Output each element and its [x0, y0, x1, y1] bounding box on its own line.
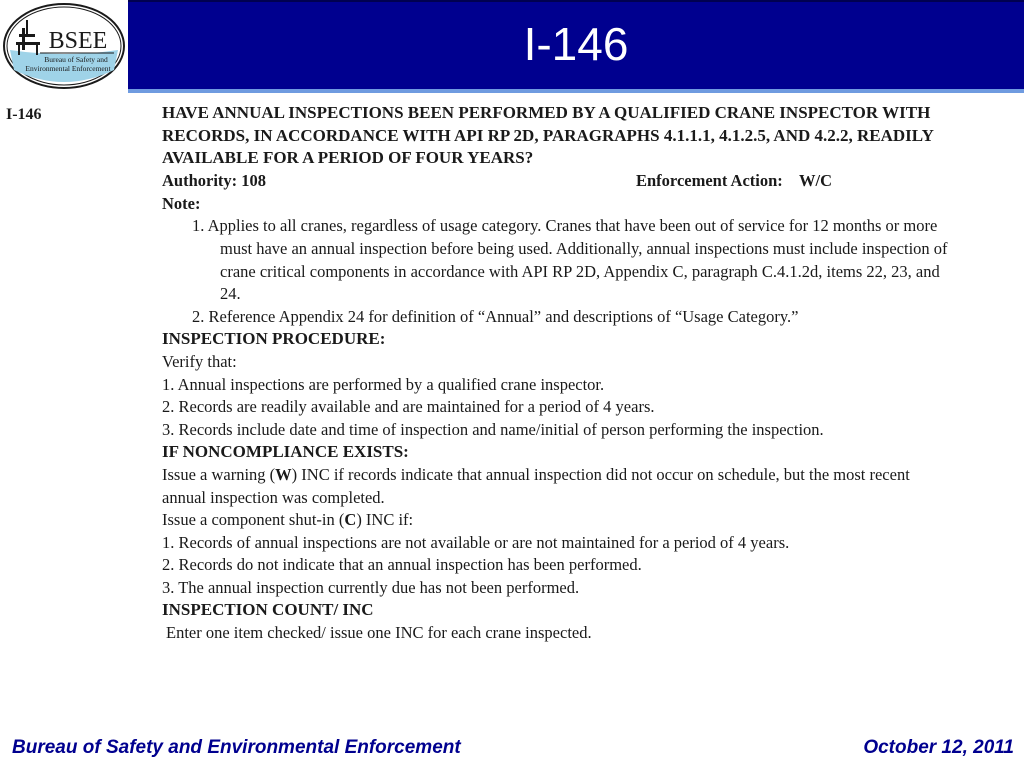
note-2: 2. Reference Appendix 24 for definition of “Annual” and descriptions of “Usage Category.” — [192, 306, 799, 326]
shutin-post: ) INC if: — [356, 510, 414, 530]
title-bar — [128, 0, 1024, 89]
document-text — [162, 102, 952, 645]
shutin-pre: Issue a component shut-in ( — [162, 510, 345, 530]
authority-row — [162, 170, 952, 193]
slide-header — [0, 0, 1024, 93]
authority: Authority: 108 — [162, 170, 267, 190]
enforcement-action — [636, 170, 832, 193]
logo-subtitle-1: Bureau of Safety and — [44, 55, 108, 64]
logo-text: BSEE — [48, 28, 108, 54]
note-heading: Note: — [162, 193, 201, 213]
footer-agency: Bureau of Safety and Environmental Enforcement — [12, 737, 461, 758]
noncompliance-heading: IF NONCOMPLIANCE EXISTS: — [162, 442, 409, 462]
procedure-item-1: 1. Annual inspections are performed by a qualified crane inspector. — [162, 374, 605, 394]
shutin-paragraph — [162, 509, 952, 532]
bsee-logo — [0, 0, 128, 92]
procedure-item-2: 2. Records are readily available and are maintained for a period of 4 years. — [162, 397, 655, 417]
shutin-code: C — [344, 510, 357, 530]
footer-date: October 12, 2011 — [863, 737, 1014, 758]
item-code: I-146 — [6, 106, 42, 123]
procedure-intro: Verify that: — [162, 351, 237, 371]
shutin-item-1: 1. Records of annual inspections are not available or are not maintained for a period of 4 years. — [162, 532, 790, 552]
shutin-item-2: 2. Records do not indicate that an annual inspection has been performed. — [162, 555, 642, 575]
enforcement-label: Enforcement Action: — [636, 170, 783, 190]
count-text: Enter one item checked/ issue one INC for each crane inspected. — [166, 623, 592, 643]
note-1: 1. Applies to all cranes, regardless of usage category. Cranes that have been out of service for 12 months or more must have an annual inspection before being used. Additionally, annual inspections must include inspection of crane critical components in accordance with API RP 2D, Appendix C, paragraph C.4.1.2d, items 22, 23, and 24. — [192, 216, 948, 304]
procedure-item-3: 3. Records include date and time of inspection and name/initial of person performing the inspection. — [162, 419, 824, 439]
slide-title: I-146 — [523, 18, 629, 70]
procedure-heading: INSPECTION PROCEDURE: — [162, 329, 386, 349]
question: HAVE ANNUAL INSPECTIONS BEEN PERFORMED BY A QUALIFIED CRANE INSPECTOR WITH RECORDS, IN ACCORDANCE WITH API RP 2D, PARAGRAPHS 4.1.1.1, 4.1.2.5, AND 4.2.2, READILY AVAILABLE FOR A PERIOD OF FOUR YEARS? — [162, 103, 934, 168]
title-underline — [128, 89, 1024, 93]
warning-post: ) INC if records indicate that annual inspection did not occur on schedule, but the most recent annual inspection was completed. — [162, 464, 910, 507]
shutin-item-3: 3. The annual inspection currently due has not been performed. — [162, 577, 580, 597]
warning-pre: Issue a warning ( — [162, 464, 276, 484]
warning-code: W — [275, 464, 292, 484]
logo-subtitle-2: Environmental Enforcement — [25, 64, 111, 73]
bsee-seal-icon — [2, 2, 126, 90]
enforcement-value: W/C — [799, 170, 832, 190]
count-heading: INSPECTION COUNT/ INC — [162, 600, 374, 620]
warning-paragraph — [162, 464, 952, 509]
